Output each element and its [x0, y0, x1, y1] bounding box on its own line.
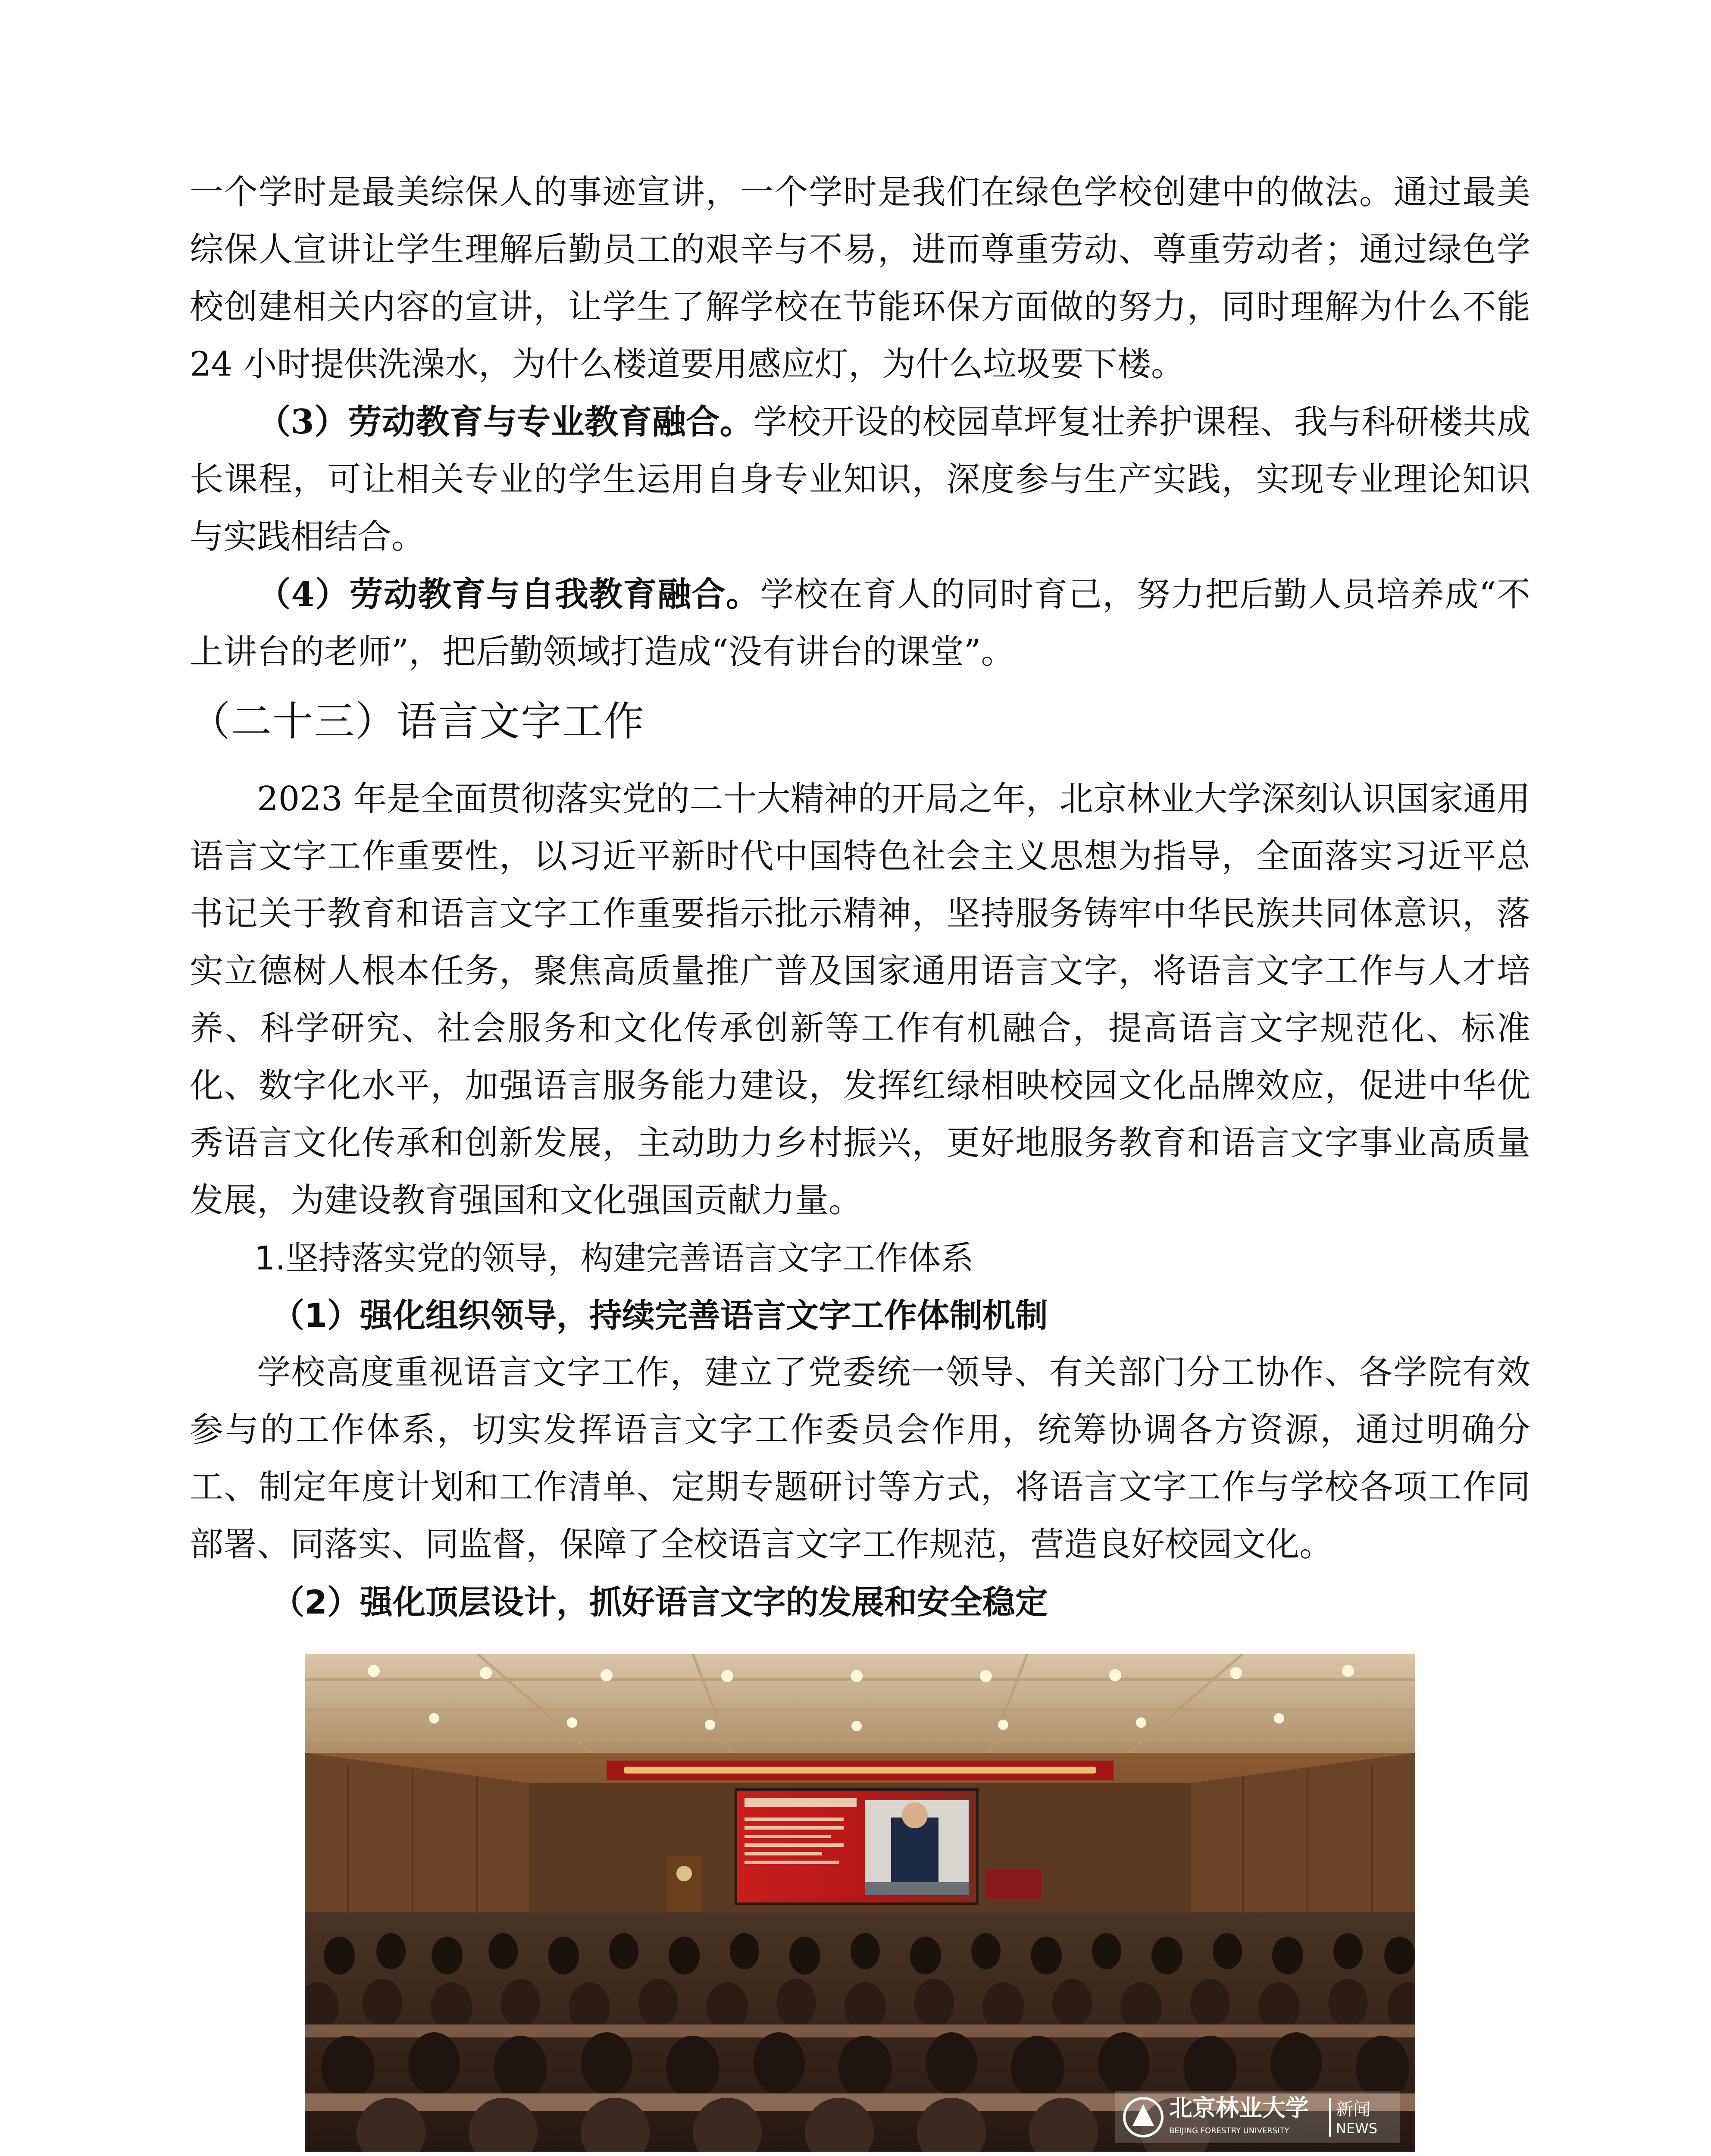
paragraph-continuation: 一个学时是最美综保人的事迹宣讲，一个学时是我们在绿色学校创建中的做法。通过最美综保人宣讲让学生理解后勤员工的艰辛与不易，进而尊重劳动、尊重劳动者；通过绿色学校创建相关内容的宣讲，让学生了解学校在节能环保方面做的努力，同时理解为什么不能24 小时提供洗澡水，为什么楼道要用感应灯，为什么垃圾要下楼。	[190, 173, 1530, 384]
paragraph-lead: （4）劳动教育与自我教育融合。	[257, 575, 760, 614]
auditorium-illustration	[305, 1654, 1415, 2152]
watermark-name: 北京林业大学	[1169, 2094, 1309, 2122]
subheading-1-2: （2）强化顶层设计，抓好语言文字的发展和安全稳定	[272, 1583, 1048, 1621]
university-news-watermark	[1115, 2091, 1400, 2143]
watermark-news-en: NEWS	[1336, 2120, 1378, 2137]
paragraph-labor-self	[190, 566, 1530, 681]
paragraph-overview: 2023 年是全面贯彻落实党的二十大精神的开局之年，北京林业大学深刻认识国家通用语言文字工作重要性，以习近平新时代中国特色社会主义思想为指导，全面落实习近平总书记关于教育和语言文字工作重要指示批示精神，坚持服务铸牢中华民族共同体意识，落实立德树人根本任务，聚焦高质量推广普及国家通用语言文字，将语言文字工作与人才培养、科学研究、社会服务和文化传承创新等工作有机融合，提高语言文字规范化、标准化、数字化水平，加强语言服务能力建设，发挥红绿相映校园文化品牌效应，促进中华优秀语言文化传承和创新发展，主动助力乡村振兴，更好地服务教育和语言文字事业高质量发展，为建设教育强国和文化强国贡献力量。	[190, 780, 1530, 1220]
subheading-1-1: （1）强化组织领导，持续完善语言文字工作体制机制	[272, 1296, 1048, 1335]
paragraph-body: 学校开设的校园草坪复壮养护课程、我与科研楼共成长课程，可让相关专业的学生运用自身专业知识，深度参与生产实践，实现专业理论知识与实践相结合。	[190, 403, 1530, 556]
paragraph-labor-professional	[190, 393, 1530, 566]
paragraph-organization: 学校高度重视语言文字工作，建立了党委统一领导、有关部门分工协作、各学院有效参与的工作体系，切实发挥语言文字工作委员会作用，统筹协调各方资源，通过明确分工、制定年度计划和工作清单、定期专题研讨等方式，将语言文字工作与学校各项工作同部署、同落实、同监督，保障了全校语言文字工作规范，营造良好校园文化。	[190, 1353, 1530, 1564]
paragraph-body: 学校在育人的同时育己，努力把后勤人员培养成“不上讲台的老师”，把后勤领域打造成“没有讲台的课堂”。	[190, 575, 1530, 671]
document-body	[190, 164, 1530, 1631]
watermark-news-cn: 新闻	[1336, 2100, 1370, 2119]
paragraph-lead: （3）劳动教育与专业教育融合。	[257, 402, 754, 442]
subheading-1: 1.坚持落实党的领导，构建完善语言文字工作体系	[254, 1239, 974, 1277]
seminar-photo	[305, 1654, 1415, 2152]
section-heading: （二十三）语言文字工作	[190, 698, 645, 745]
watermark-english: BEIJING FORESTRY UNIVERSITY	[1169, 2126, 1289, 2135]
